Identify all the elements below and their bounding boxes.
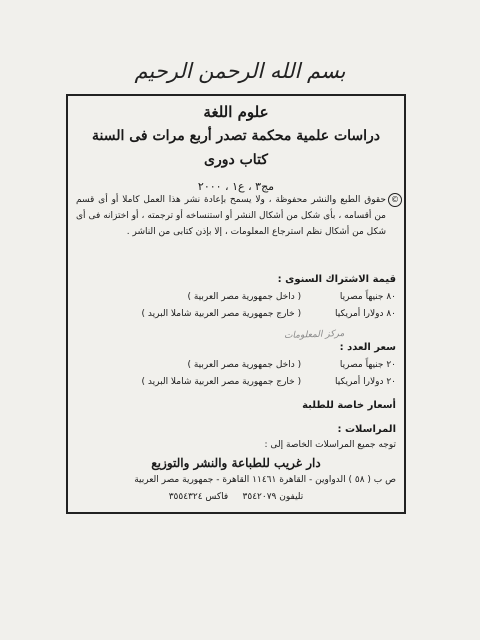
copyright-notice: حقوق الطبع والنشر محفوظة ، ولا يسمح بإعادة نشر هذا العمل كاملا أو أى قسم من أقسامه ، بأى شكل من أشكال النشر أو استنساخه أو ترجمته ، أو اختزانه فى أى شكل من أشكال نظم استرجاع المعلومات ، إلا بإذن كتابى من الناشر . [76,195,386,237]
journal-subtitle: دراسات علمية محكمة تصدر أربع مرات فى السنة [91,128,381,144]
issue-price-row [76,360,396,370]
correspondence-title: المراسلات : [337,424,396,435]
publisher-address: ص ب ( ٥٨ ) الدواوين - القاهرة ١١٤٦١ القاهرة - جمهورية مصر العربية [134,475,396,485]
price-amount: ٨٠ دولارا أمريكيا [335,309,396,319]
library-stamp: مركز المعلومات [283,328,345,342]
phone-number: تليفون ٣٥٤٢٠٧٩ [242,492,304,502]
subscription-row [76,292,396,302]
issue-price-title: سعر العدد : [339,342,396,353]
copyright-icon: © [388,193,402,207]
price-note: ( داخل جمهورية مصر العربية ) [187,360,302,370]
basmala-calligraphy: بسم الله الرحمن الرحيم [134,59,346,83]
subscription-row [76,309,396,319]
volume-issue: مج٣ ، ع١ ، ٢٠٠٠ [197,180,275,193]
price-amount: ٢٠ جنيهاً مصريا [339,360,396,370]
publisher-name: دار غريب للطباعة والنشر والتوزيع [151,456,321,470]
journal-title: علوم اللغة [203,103,269,121]
contact-line [76,492,396,502]
periodical-label: كتاب دورى [204,152,268,168]
subscription-title: قيمة الاشتراك السنوى : [277,274,396,285]
price-amount: ٢٠ دولارا أمريكيا [335,377,396,387]
price-note: ( خارج جمهورية مصر العربية شاملا البريد ) [141,309,302,319]
price-note: ( خارج جمهورية مصر العربية شاملا البريد ) [141,377,302,387]
fax-number: فاكس ٣٥٥٤٣٢٤ [168,492,229,502]
correspondence-intro: توجه جميع المراسلات الخاصة إلى : [264,440,396,450]
issue-price-row [76,377,396,387]
price-amount: ٨٠ جنيهاً مصريا [339,292,396,302]
price-note: ( داخل جمهورية مصر العربية ) [187,292,302,302]
students-note: أسعار خاصة للطلبة [302,400,396,411]
info-frame [66,94,406,514]
